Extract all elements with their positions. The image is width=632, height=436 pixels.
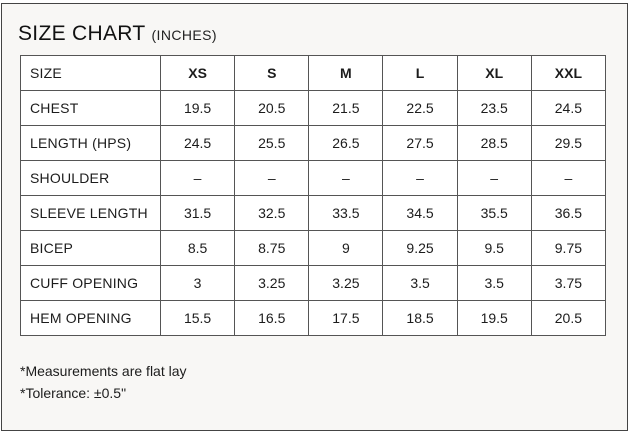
footnotes <box>20 360 187 404</box>
header-size-m: M <box>309 56 383 91</box>
header-size-l: L <box>383 56 457 91</box>
header-row <box>21 56 606 91</box>
table-cell: 8.5 <box>161 231 235 266</box>
size-table <box>20 55 606 336</box>
table-cell: 9.25 <box>383 231 457 266</box>
table-row <box>21 231 606 266</box>
table-cell: 3.75 <box>531 266 605 301</box>
table-cell: 29.5 <box>531 126 605 161</box>
table-row <box>21 126 606 161</box>
table-cell: 26.5 <box>309 126 383 161</box>
row-label: SHOULDER <box>21 161 161 196</box>
table-cell: – <box>235 161 309 196</box>
table-cell: 21.5 <box>309 91 383 126</box>
table-cell: 3.25 <box>235 266 309 301</box>
table-row <box>21 91 606 126</box>
table-cell: 15.5 <box>161 301 235 336</box>
row-label: SLEEVE LENGTH <box>21 196 161 231</box>
header-size-xl: XL <box>457 56 531 91</box>
title-text: SIZE CHART <box>18 22 146 45</box>
table-cell: 31.5 <box>161 196 235 231</box>
table-cell: – <box>383 161 457 196</box>
footnote-tolerance: *Tolerance: ±0.5" <box>20 385 127 401</box>
table-body <box>21 91 606 336</box>
title-unit: (INCHES) <box>151 27 217 43</box>
table-cell: 16.5 <box>235 301 309 336</box>
table-cell: 23.5 <box>457 91 531 126</box>
table-cell: 33.5 <box>309 196 383 231</box>
table-cell: 19.5 <box>457 301 531 336</box>
table-cell: – <box>309 161 383 196</box>
row-label: HEM OPENING <box>21 301 161 336</box>
table-cell: 8.75 <box>235 231 309 266</box>
table-cell: – <box>161 161 235 196</box>
row-label: BICEP <box>21 231 161 266</box>
table-cell: 20.5 <box>235 91 309 126</box>
table-cell: 36.5 <box>531 196 605 231</box>
table-cell: 3.25 <box>309 266 383 301</box>
table-cell: 3.5 <box>383 266 457 301</box>
table-cell: 9.5 <box>457 231 531 266</box>
table-cell: 18.5 <box>383 301 457 336</box>
table-row <box>21 161 606 196</box>
table-cell: 9.75 <box>531 231 605 266</box>
page-title <box>18 22 217 46</box>
header-size-xxl: XXL <box>531 56 605 91</box>
table-cell: 32.5 <box>235 196 309 231</box>
table-cell: 27.5 <box>383 126 457 161</box>
table-header <box>21 56 606 91</box>
table-cell: 3.5 <box>457 266 531 301</box>
table-row <box>21 266 606 301</box>
table-row <box>21 196 606 231</box>
table-row <box>21 301 606 336</box>
table-cell: 3 <box>161 266 235 301</box>
table-cell: 22.5 <box>383 91 457 126</box>
table-cell: 28.5 <box>457 126 531 161</box>
table-cell: 34.5 <box>383 196 457 231</box>
table-cell: – <box>457 161 531 196</box>
table-cell: – <box>531 161 605 196</box>
row-label: LENGTH (HPS) <box>21 126 161 161</box>
table-cell: 17.5 <box>309 301 383 336</box>
table-cell: 24.5 <box>531 91 605 126</box>
table-cell: 19.5 <box>161 91 235 126</box>
table-cell: 9 <box>309 231 383 266</box>
table-cell: 24.5 <box>161 126 235 161</box>
table-cell: 25.5 <box>235 126 309 161</box>
table-cell: 20.5 <box>531 301 605 336</box>
table-cell: 35.5 <box>457 196 531 231</box>
row-label: CHEST <box>21 91 161 126</box>
header-size-xs: XS <box>161 56 235 91</box>
header-size-s: S <box>235 56 309 91</box>
row-label: CUFF OPENING <box>21 266 161 301</box>
header-corner-label: SIZE <box>21 56 161 91</box>
footnote-flat-lay: *Measurements are flat lay <box>20 363 187 379</box>
